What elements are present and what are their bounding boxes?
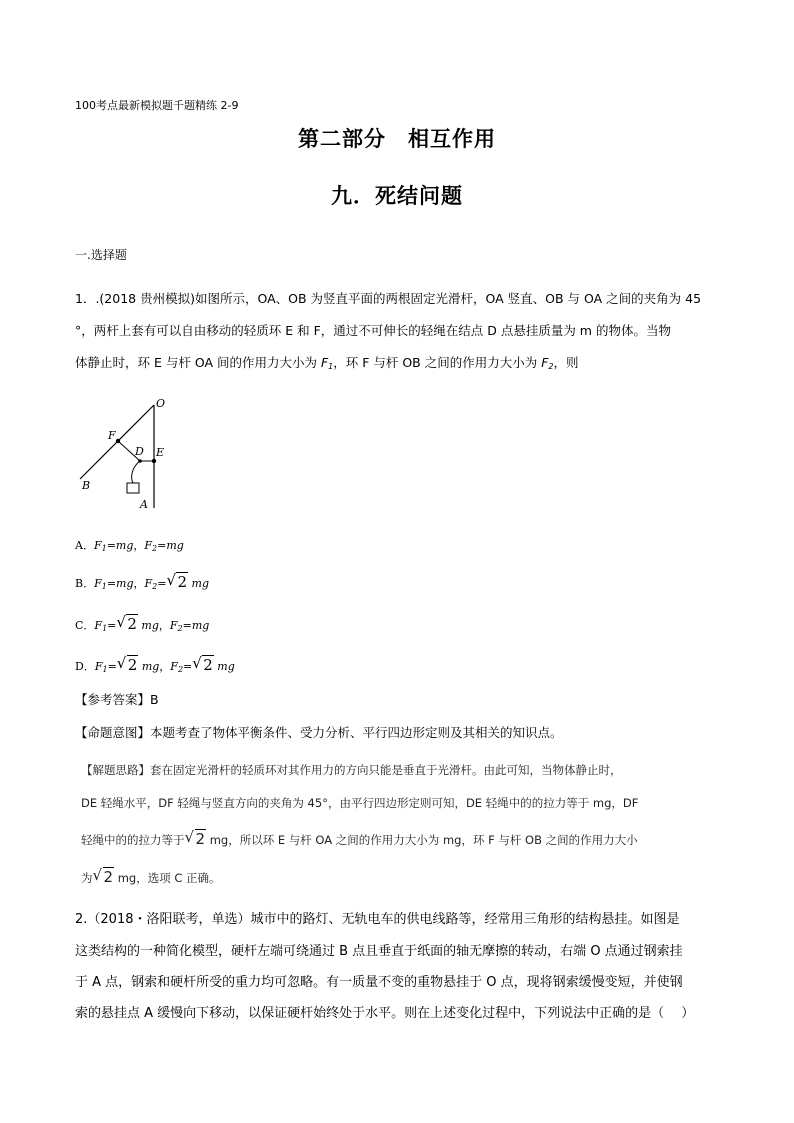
- part-title: 第二部分 相互作用: [298, 126, 496, 151]
- option-b-f2: $F_2=$: [144, 577, 167, 591]
- solution-line-4-b: mg，选项 C 正确。: [114, 871, 221, 885]
- q1-option-c[interactable]: [75, 615, 209, 633]
- q1-line-3-part-c: ，则: [553, 355, 579, 370]
- option-c-sqrt: 2: [127, 615, 137, 633]
- label-a: A: [140, 498, 148, 511]
- ring-e: [152, 459, 156, 463]
- label-o: O: [156, 397, 166, 410]
- q1-option-a[interactable]: [75, 537, 184, 553]
- option-d-sep: ，: [159, 660, 171, 673]
- q1-option-d[interactable]: [75, 656, 235, 674]
- option-b-f1: $F_1=mg$: [94, 577, 134, 591]
- q2-line-3: 于 A 点，钢索和硬杆所受的重力均可忽略。有一质量不变的重物悬挂于 O 点，现将钢索缓慢变短，并使钢: [75, 975, 683, 990]
- option-d-sqrt2: 2: [203, 656, 213, 674]
- solution-line-3-sqrt: 2: [195, 830, 206, 848]
- solution-line-4-a: 为: [81, 871, 93, 885]
- solution-line-4-sqrt: 2: [103, 868, 114, 886]
- q1-line-3: [75, 353, 579, 371]
- hanging-block: [127, 483, 139, 493]
- option-a-f1: $F_1=mg$: [93, 539, 134, 553]
- option-d-f1: $F_1=$: [94, 660, 117, 674]
- sqrt-symbol: [116, 615, 138, 633]
- q2-line-4: 索的悬挂点 A 缓慢向下移动，以保证硬杆始终处于水平。则在上述变化过程中，下列说法中正确的是（ ）: [75, 1006, 695, 1021]
- sqrt-symbol: [117, 656, 139, 674]
- option-b-prefix: B．: [75, 577, 95, 590]
- label-f: F: [108, 429, 116, 442]
- solution-line-4: [81, 868, 221, 886]
- option-d-tail1: mg: [138, 660, 160, 673]
- option-c-tail: mg: [137, 619, 159, 632]
- section-heading: 一.选择题: [75, 248, 127, 262]
- q1-f2-symbol: $F_2$: [541, 355, 554, 371]
- ring-f: [116, 439, 120, 443]
- solution-line-1: 【解题思路】套在固定光滑杆的轻质环对其作用力的方向只能是垂直于光滑杆。由此可知，当物体静止时，: [81, 763, 622, 777]
- q1-figure: [70, 393, 180, 513]
- doc-header: 100考点最新模拟题千题精练 2-9: [75, 99, 239, 112]
- option-d-sqrt1: 2: [127, 656, 138, 674]
- option-d-tail2: mg: [213, 660, 235, 673]
- option-a-sep: ，: [133, 539, 145, 552]
- label-b: B: [82, 479, 91, 492]
- option-d-prefix: D．: [75, 660, 95, 673]
- knot-d: [138, 459, 142, 463]
- reference-answer: 【参考答案】B: [75, 692, 159, 707]
- q1-line-1: 1．.(2018 贵州模拟)如图所示，OA、OB 为竖直平面的两根固定光滑杆，OA 竖直、OB 与 OA 之间的夹角为 45: [75, 291, 702, 306]
- q1-f1-symbol: $F_1$: [320, 355, 334, 371]
- option-b-sep: ，: [133, 577, 145, 590]
- q2-line-1: 2.（2018・洛阳联考，单选）城市中的路灯、无轨电车的供电线路等，经常用三角形的结构悬挂。如图是: [75, 912, 680, 927]
- sqrt-symbol: [192, 656, 214, 674]
- option-c-prefix: C．: [75, 619, 95, 632]
- option-a-prefix: A．: [75, 539, 94, 552]
- option-c-f1: $F_1=$: [94, 619, 117, 633]
- option-a-f2: $F_2=mg$: [144, 539, 184, 553]
- solution-line-2: DE 轻绳水平，DF 轻绳与竖直方向的夹角为 45°，由平行四边形定则可知，DE 轻绳中的的拉力等于 mg，DF: [81, 796, 639, 810]
- q1-line-2: °，两杆上套有可以自由移动的轻质环 E 和 F，通过不可伸长的轻绳在结点 D 点悬挂质量为 m 的物体。当物: [75, 323, 671, 338]
- label-d: D: [135, 445, 144, 458]
- sqrt-symbol: [166, 573, 188, 591]
- chapter-title: 九．死结问题: [331, 183, 463, 208]
- q1-option-b[interactable]: [75, 573, 209, 591]
- option-c-f2: $F_2=mg$: [169, 619, 210, 633]
- solution-line-3-a: 轻绳中的的拉力等于: [81, 833, 185, 847]
- rope-hang: [132, 461, 140, 483]
- solution-line-3-b: mg，所以环 E 与杆 OA 之间的作用力大小为 mg，环 F 与杆 OB 之间的作用力大小: [206, 833, 638, 847]
- q2-line-2: 这类结构的一种简化模型，硬杆左端可绕通过 B 点且垂直于纸面的轴无摩擦的转动，右端 O 点通过钢索挂: [75, 944, 683, 959]
- solution-line-3: [81, 830, 638, 848]
- sqrt-symbol: [185, 830, 207, 848]
- q1-line-3-part-a: 体静止时，环 E 与杆 OA 间的作用力大小为: [75, 355, 321, 370]
- option-b-tail: mg: [188, 577, 209, 590]
- question-intent: 【命题意图】本题考查了物体平衡条件、受力分析、平行四边形定则及其相关的知识点。: [75, 725, 563, 740]
- option-b-sqrt: 2: [177, 573, 188, 591]
- sqrt-symbol: [93, 868, 115, 886]
- option-c-sep: ，: [158, 619, 170, 632]
- label-e: E: [156, 446, 165, 459]
- q1-line-3-part-b: ，环 F 与杆 OB 之间的作用力大小为: [333, 355, 542, 370]
- option-d-f2: $F_2=$: [170, 660, 193, 674]
